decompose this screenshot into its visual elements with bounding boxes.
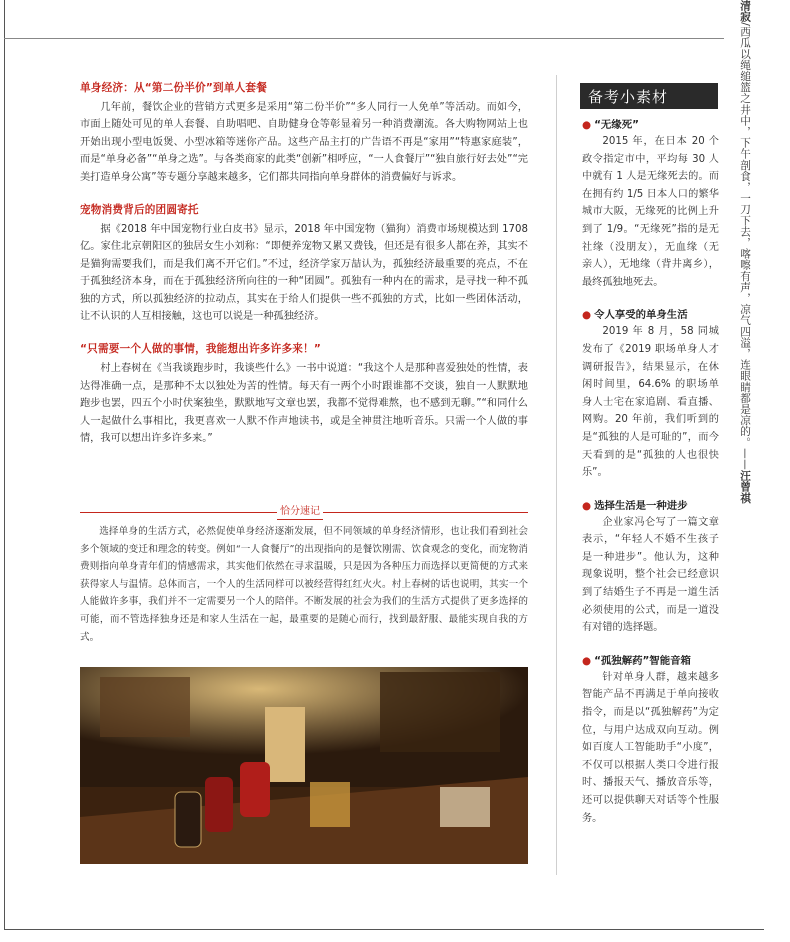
margin-quote-strong: 清寂 bbox=[739, 0, 751, 23]
column-divider bbox=[556, 75, 557, 875]
margin-quote-dash: —— bbox=[739, 448, 751, 471]
header-rule bbox=[4, 38, 724, 39]
sidebar-header bbox=[580, 83, 718, 109]
page-frame-left bbox=[4, 0, 5, 930]
sidebar-item-body: 2015 年，在日本 20 个政令指定市中，平均每 30 人中就有 1 人是无缘死去的。而在拥有约 1/5 日本人口的繁华城市大阪，无缘死的比例上升到了 1/9。“无缘死”指的是无社缘（没朋友），无血缘（无亲人），无地缘（背井离乡），最终孤独地死去。 bbox=[582, 136, 719, 288]
bullet-icon: ● bbox=[582, 119, 592, 131]
page-frame-bottom bbox=[4, 929, 764, 930]
bullet-icon: ● bbox=[582, 309, 592, 322]
sidebar-item bbox=[582, 498, 719, 637]
sidebar-header-title: 备考小素材 bbox=[588, 88, 669, 106]
margin-quote bbox=[738, 0, 752, 504]
sidebar-item bbox=[582, 117, 719, 291]
sidebar-item-body: 企业家冯仑写了一篇文章表示，“年轻人不婚不生孩子是一种进步”。他认为，这种现象说明，整个社会已经意识到了结婚生子不再是一道生活必须使用的公式，而是一道没有对错的选择题。 bbox=[582, 516, 719, 634]
margin-quote-author: 汪曾祺 bbox=[739, 470, 751, 504]
margin-quote-text: /西瓜以绳缒篮之井中，下午剖食，一刀下去，喀嚓有声，凉气四溢，连眼睛都是凉的。 bbox=[739, 22, 751, 449]
summary-text: 选择单身的生活方式，必然促使单身经济逐渐发展，但不同领域的单身经济情形，也让我们看到社会多个领域的变迁和理念的转变。例如“一人食餐厅”的出现指向的是餐饮刚需、饮食观念的变化，而宠物消费则指向单身青年们的情感需求，其实他们依然在寻求温暖，只是因为各种压力而选择以更简便的方式来获得家人与温情。总体而言，一个人的生活同样可以被经营得红红火火。村上春树的话也说明，其实一个人能做许多事，我们并不一定需要另一个人的陪伴。不断发展的社会为我们的生活方式提供了更多选择的可能，而不管选择独身还是和家人生活在一起，最重要的是随心而行，找到最舒服、最能实现自我的方式。 bbox=[80, 526, 528, 643]
summary-label: 恰分速记 bbox=[277, 505, 323, 520]
sidebar-item bbox=[582, 307, 719, 481]
summary-rule bbox=[80, 505, 528, 519]
bullet-icon: ● bbox=[582, 654, 592, 667]
section-body: 村上春树在《当我谈跑步时，我谈些什么》一书中说道：“我这个人是那种喜爱独处的性情，表达得准确一点，是那种不太以独处为苦的性情。每天有一两个小时跟谁都不交谈，独自一人默默地跑步也罢，四五个小时伏案独坐，默默地写文章也罢，我都不觉得难熬，也不感到无聊。”“和同什么人一起做什么事相比，我更喜欢一人默不作声地读书，或是全神贯注地听音乐。只需一个人做的事情，我可以想出许多许多来。” bbox=[80, 363, 528, 445]
sidebar bbox=[582, 117, 719, 843]
sidebar-item-title: ● 令人享受的单身生活 bbox=[582, 309, 688, 322]
section-title: 单身经济：从“第二份半价”到单人套餐 bbox=[80, 82, 268, 94]
sidebar-item bbox=[582, 653, 719, 827]
sidebar-item-body: 针对单身人群，越来越多智能产品不再满足于单向接收指令，而是以“孤独解药”为定位，与用户达成双向互动。例如百度人工智能助手“小度”，不仅可以根据人类口令进行报时、播报天气、播放音乐等，还可以提供聊天对话等个性服务。 bbox=[582, 671, 719, 824]
main-article bbox=[80, 80, 528, 448]
restaurant-photo bbox=[80, 667, 528, 864]
section-body: 几年前，餐饮企业的营销方式更多是采用“第二份半价”“多人同行一人免单”等活动。而如今，市面上随处可见的单人套餐、自助唱吧、自助健身仓等彰显着另一种消费潮流。各大购物网站上也开始出现小型电饭煲、小型冰箱等迷你产品。这些产品主打的广告语不再是“家用”“特惠家庭装”，而是“单身必备”“单身之选”。与各类商家的此类“创新”相呼应，“一人食餐厅”“独自旅行好去处”“完美打造单身公寓”等专题分享越来越多，它们都共同指向单身群体的消费偏好与诉求。 bbox=[80, 102, 528, 183]
section-title: “只需要一个人做的事情，我能想出许多许多来！” bbox=[80, 343, 321, 356]
bullet-icon: ● bbox=[582, 499, 592, 512]
section-body: 据《2018 年中国宠物行业白皮书》显示，2018 年中国宠物（猫狗）消费市场规模达到 1708 亿。家住北京朝阳区的独居女生小刘称：“即便养宠物又累又费钱，但还是有很多人都在养，其实不是猫狗需要我们，而是我们离不开它们。”不过，经济学家万喆认为，孤独经济最重要的亮点，不在于孤独经济本身，而在于孤独经济所向往的一种“团圆”。孤独有一种内在的需求，是寻找一种不孤独的方式，所以孤独经济的拉动点，其实在于给人们提供一些不孤独的方式，比如一些团体活动，让不认识的人互相接触，这也可以说是一种孤独经济。 bbox=[80, 224, 528, 323]
sidebar-item-title: ● “无缘死” bbox=[582, 119, 639, 131]
sidebar-item-body: 2019 年 8 月，58 同城发布了《2019 职场单身人才调研报告》，结果显示，在休闲时间里，64.6% 的职场单身人士宅在家追剧、看直播、网购。20 年前，我们听到的是“孤独的人是可耻的”，而今天看到的是“孤独的人也很快乐”。 bbox=[582, 326, 719, 479]
summary-box bbox=[80, 505, 528, 646]
sidebar-item-title: ● 选择生活是一种进步 bbox=[582, 499, 688, 512]
section-title: 宠物消费背后的团圆寄托 bbox=[80, 204, 199, 217]
sidebar-item-title: ● “孤独解药”智能音箱 bbox=[582, 654, 691, 667]
